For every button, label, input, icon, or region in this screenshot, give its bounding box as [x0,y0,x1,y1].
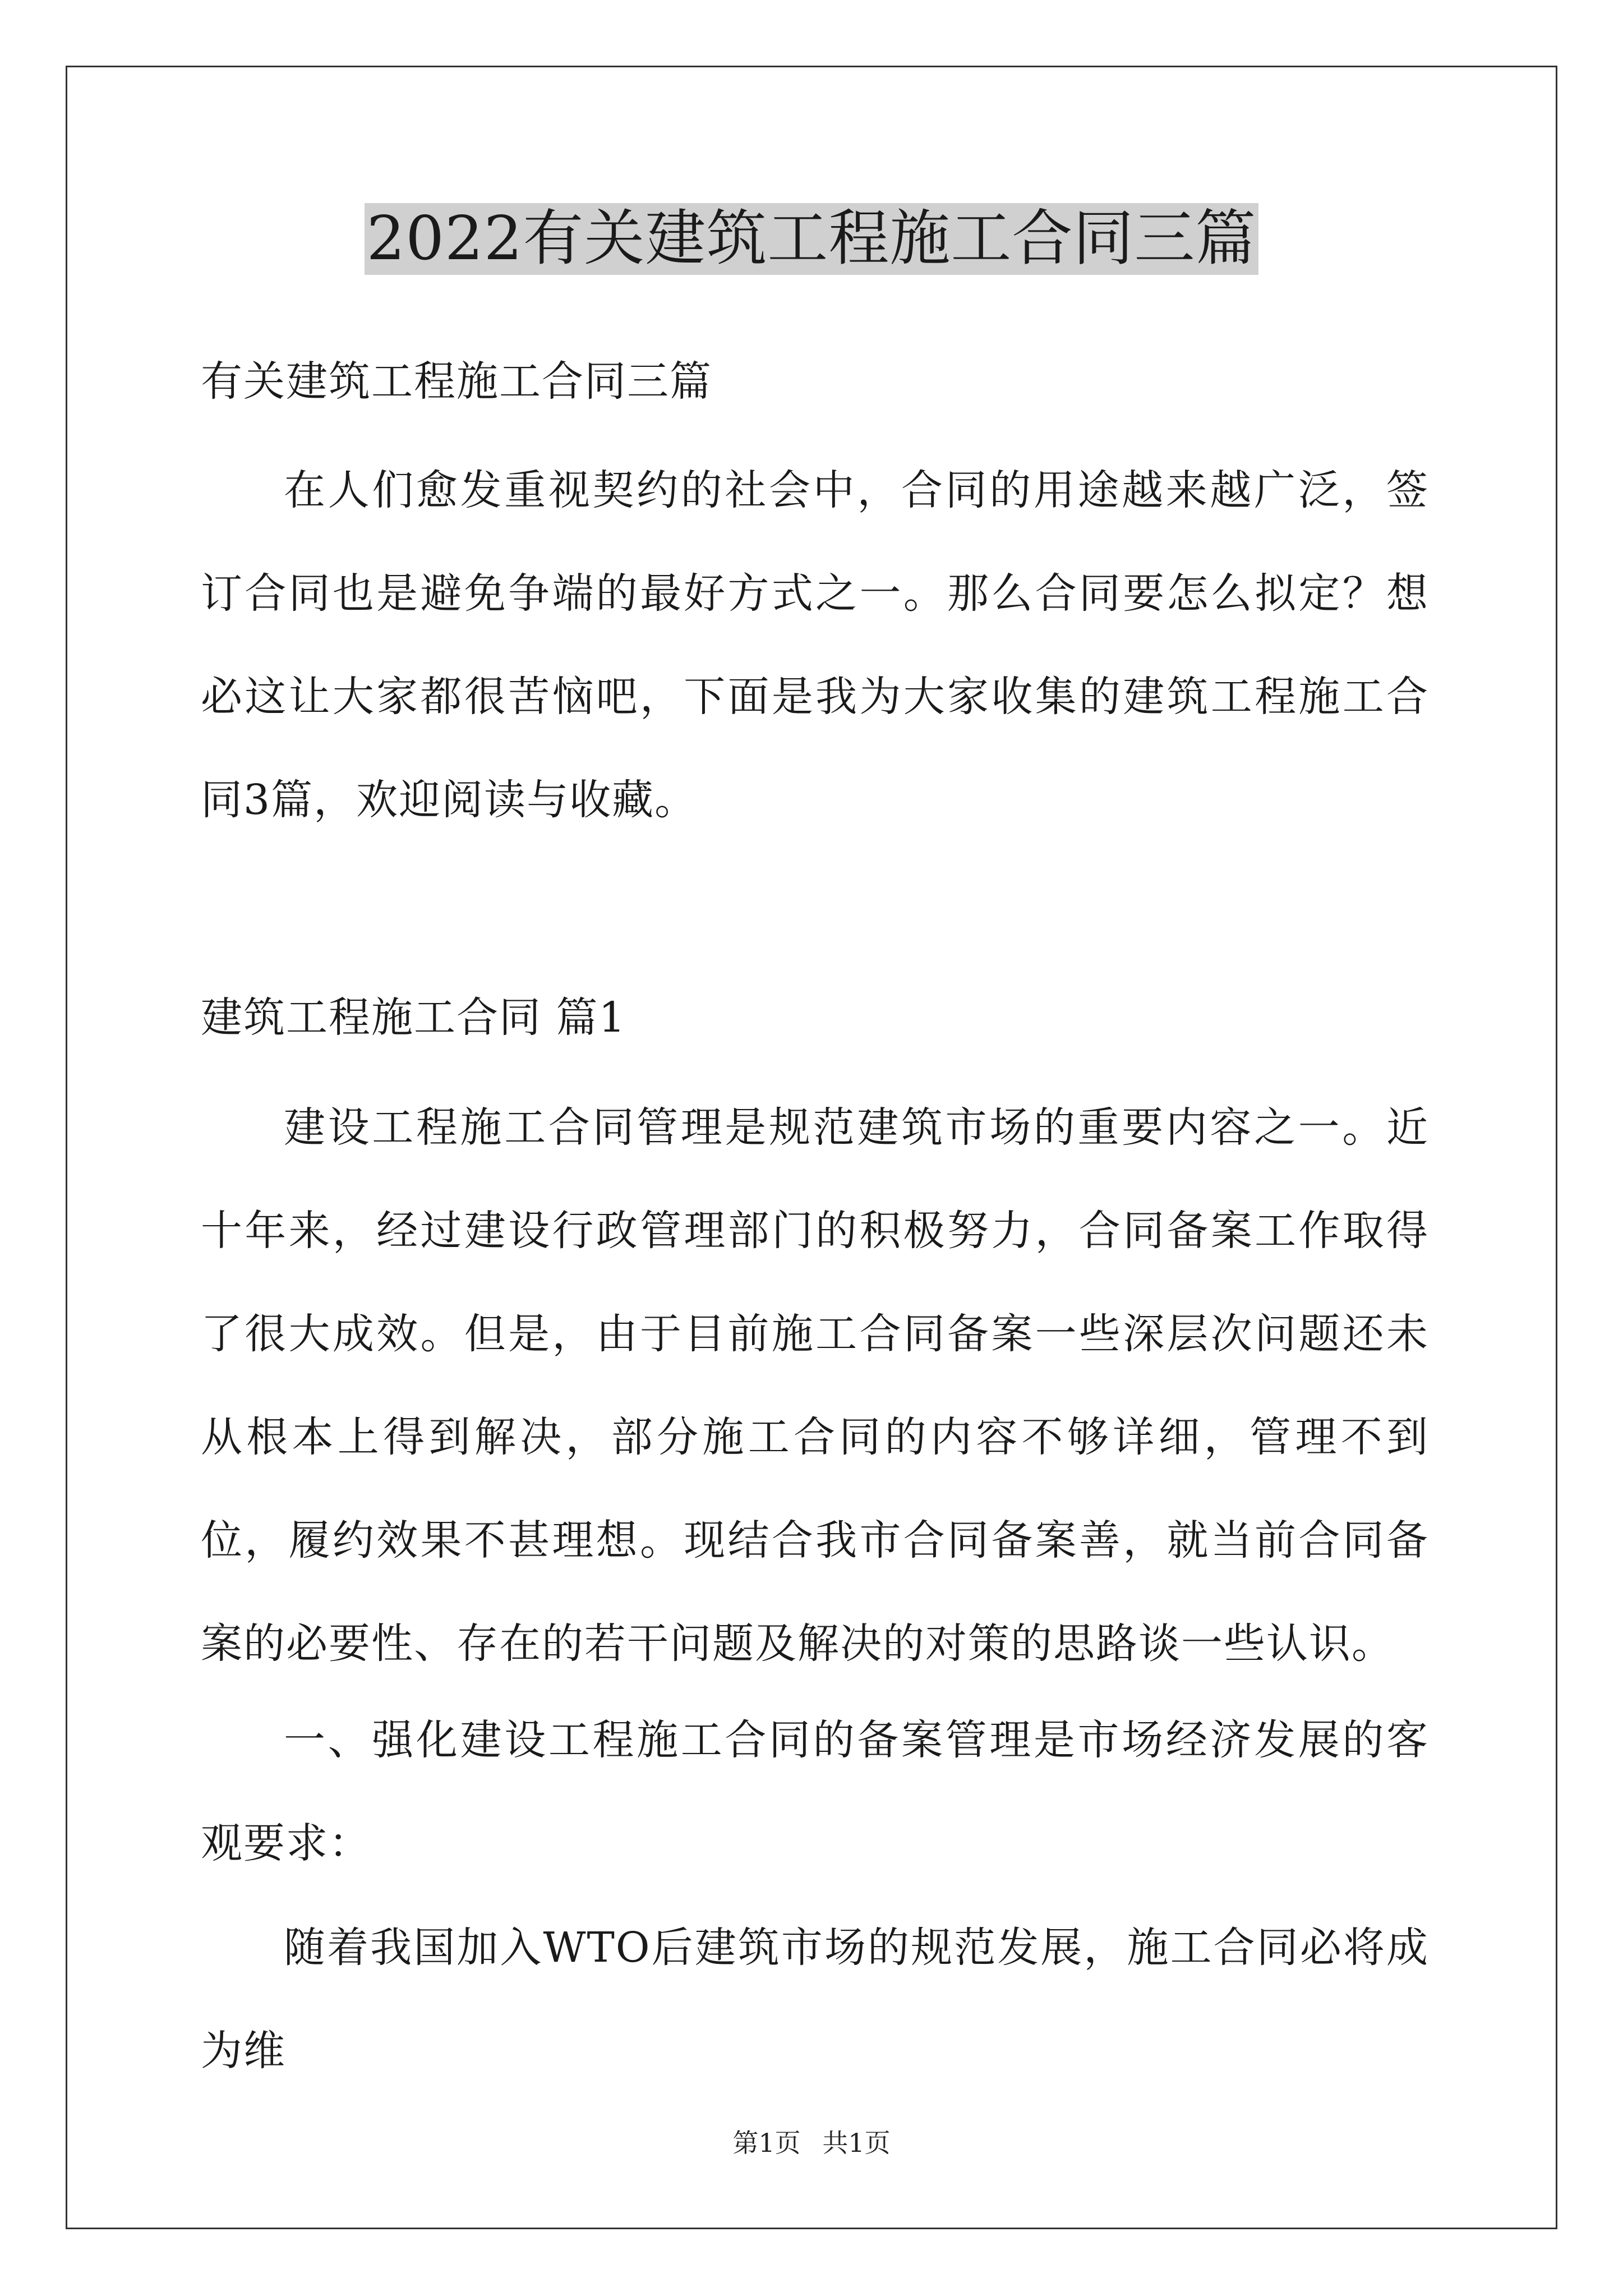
section-heading: 建筑工程施工合同 篇1 [201,993,626,1042]
page-footer [0,2126,1623,2160]
page-number-current: 第1页 [732,2128,801,2158]
document-subtitle: 有关建筑工程施工合同三篇 [201,357,712,406]
document-title: 2022有关建筑工程施工合同三篇 [365,203,1259,275]
intro-paragraph: 在人们愈发重视契约的社会中，合同的用途越来越广泛，签订合同也是避免争端的最好方式之一。那么合同要怎么拟定？想必这让大家都很苦恼吧，下面是我为大家收集的建筑工程施工合同3篇，欢迎阅读与收藏。 [201,466,1429,824]
body-paragraph-1: 建设工程施工合同管理是规范建筑市场的重要内容之一。近十年来，经过建设行政管理部门的积极努力，合同备案工作取得了很大成效。但是，由于目前施工合同备案一些深层次问题还未从根本上得到解决，部分施工合同的内容不够详细，管理不到位，履约效果不甚理想。现结合我市合同备案善，就当前合同备案的必要性、存在的若干问题及解决的对策的思路谈一些认识。 [201,1103,1429,1668]
body-paragraph-2: 一、强化建设工程施工合同的备案管理是市场经济发展的客观要求： [201,1716,1429,1867]
title-container [0,203,1623,275]
body-paragraph-3: 随着我国加入WTO后建筑市场的规范发展，施工合同必将成为维 [201,1924,1429,2075]
page-number-total: 共1页 [822,2128,891,2158]
